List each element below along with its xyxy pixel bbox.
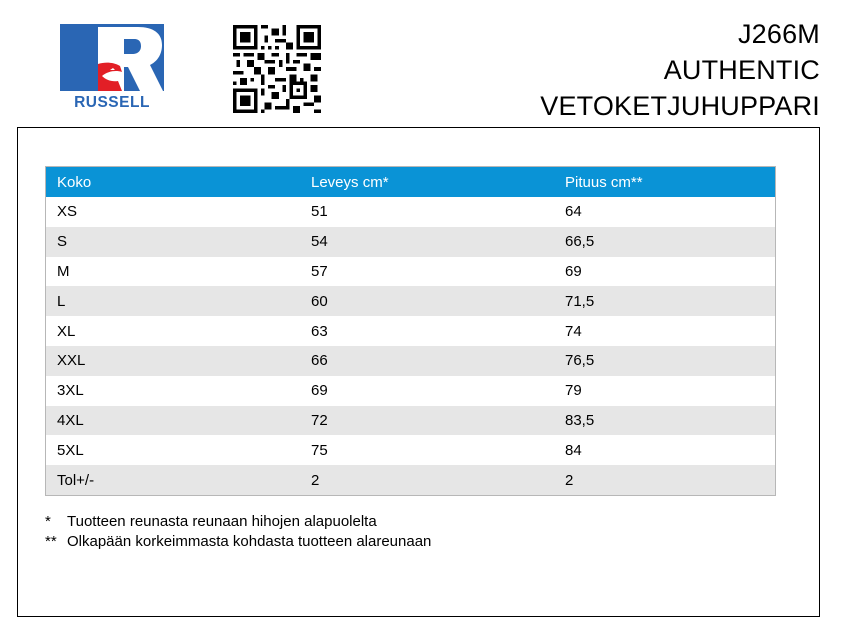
length-cell: 64 xyxy=(565,203,582,221)
width-cell: 63 xyxy=(311,322,328,340)
width-cell: 2 xyxy=(300,465,554,495)
table-row xyxy=(46,197,776,227)
product-code: J266M xyxy=(737,19,820,49)
width-cell: 69 xyxy=(311,382,328,400)
table-header-row xyxy=(46,167,776,198)
table-row xyxy=(46,227,776,257)
length-cell: 79 xyxy=(565,382,582,400)
product-title xyxy=(540,16,820,124)
size-table xyxy=(45,166,776,496)
length-cell: 71,5 xyxy=(554,286,776,316)
size-cell: XL xyxy=(57,322,76,340)
width-cell: 66 xyxy=(300,346,554,376)
length-cell: 66,5 xyxy=(554,227,776,257)
size-cell: 4XL xyxy=(46,406,301,436)
length-cell: 74 xyxy=(565,322,582,340)
length-cell: 69 xyxy=(565,262,582,280)
product-name-line2: VETOKETJUHUPPARI xyxy=(540,91,820,121)
header-size: Koko xyxy=(46,167,301,198)
table-row xyxy=(46,346,776,376)
russell-logo-text: RUSSELL xyxy=(74,94,150,110)
length-cell: 2 xyxy=(554,465,776,495)
length-cell: 76,5 xyxy=(554,346,776,376)
width-cell: 51 xyxy=(311,203,328,221)
product-name-line1: AUTHENTIC xyxy=(663,55,820,85)
footnotes xyxy=(45,512,431,552)
size-cell: Tol+/- xyxy=(46,465,301,495)
size-cell: XXL xyxy=(46,346,301,376)
table-row xyxy=(46,406,776,436)
width-cell: 60 xyxy=(300,286,554,316)
table-row xyxy=(46,376,776,406)
table-row xyxy=(46,286,776,316)
length-cell: 83,5 xyxy=(554,406,776,436)
footnote-mark: ** xyxy=(45,533,57,550)
table-row-tolerance xyxy=(46,465,776,495)
width-cell: 57 xyxy=(311,262,328,280)
width-cell: 75 xyxy=(311,441,328,459)
size-cell: S xyxy=(46,227,301,257)
table-row xyxy=(46,316,776,346)
footnote-mark: * xyxy=(45,513,51,530)
footnote-text: Olkapään korkeimmasta kohdasta tuotteen alareunaan xyxy=(67,533,432,550)
qr-code xyxy=(233,25,321,113)
header-length: Pituus cm** xyxy=(554,167,776,198)
size-cell: 3XL xyxy=(57,382,84,400)
footnote xyxy=(45,532,431,552)
table-row xyxy=(46,435,776,465)
footnote-text: Tuotteen reunasta reunaan hihojen alapuolelta xyxy=(67,513,377,530)
length-cell: 84 xyxy=(565,441,582,459)
russell-logo xyxy=(60,24,164,110)
header-width: Leveys cm* xyxy=(300,167,554,198)
size-cell: M xyxy=(57,262,70,280)
width-cell: 54 xyxy=(300,227,554,257)
size-cell: XS xyxy=(57,203,78,221)
table-row xyxy=(46,257,776,287)
footnote xyxy=(45,512,431,532)
size-cell: 5XL xyxy=(57,441,84,459)
width-cell: 72 xyxy=(300,406,554,436)
size-cell: L xyxy=(46,286,301,316)
